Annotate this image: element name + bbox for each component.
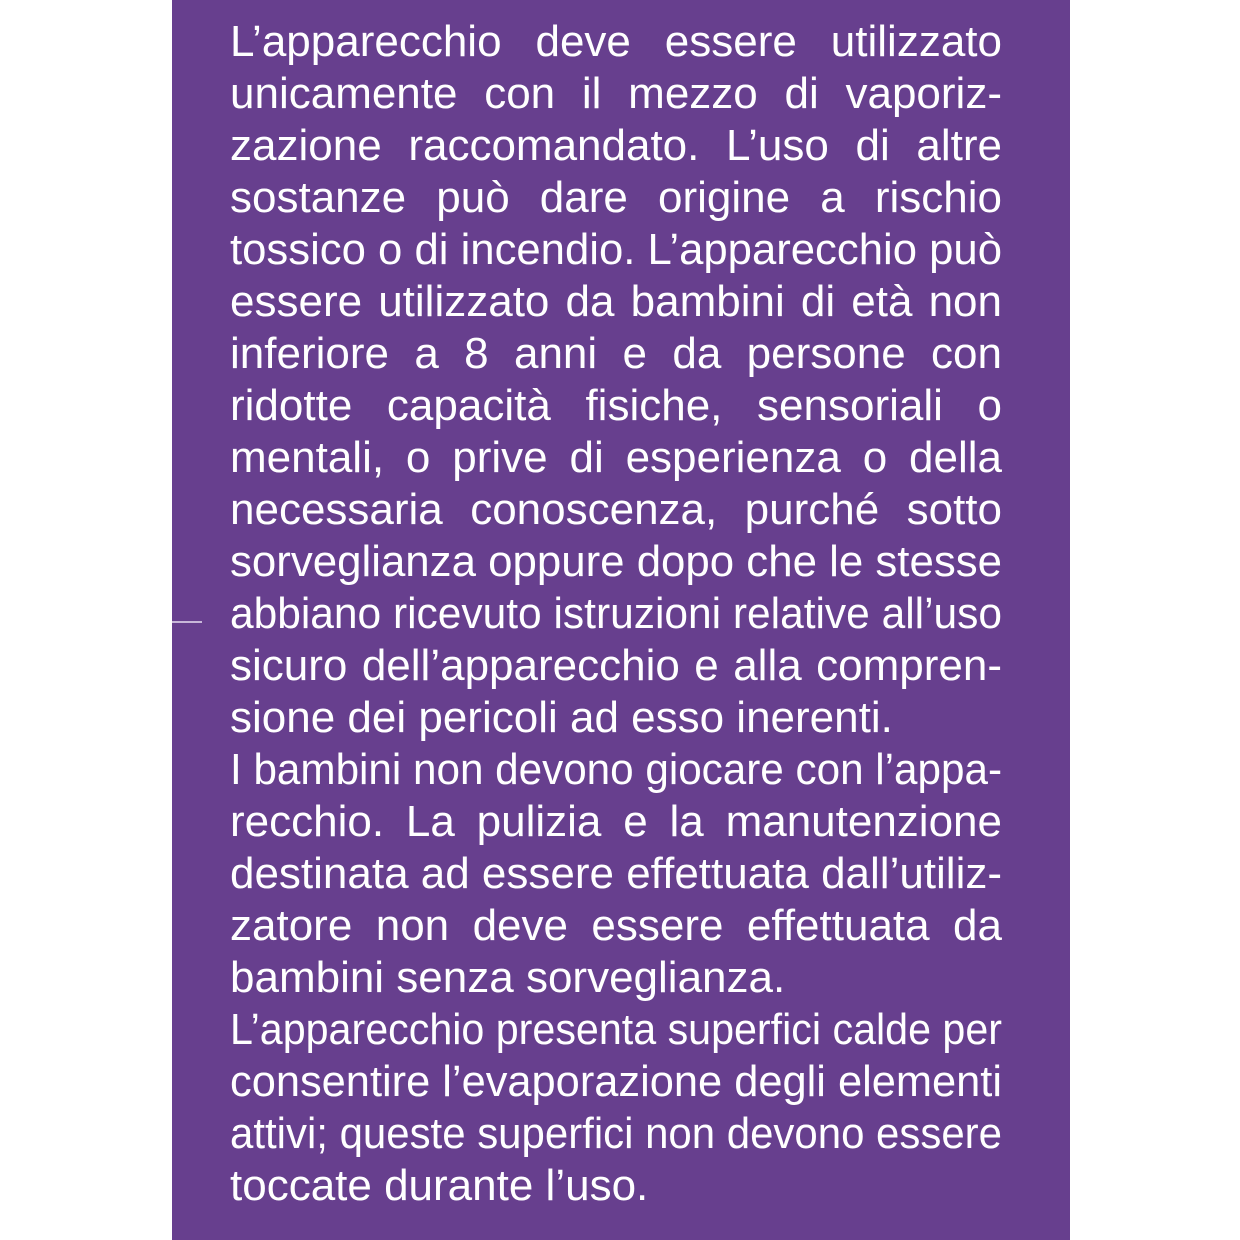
paragraph-hot-surfaces [230, 1004, 1002, 1212]
text-line: attivi; queste superfici non devono essere [230, 1109, 1002, 1158]
text-line: zatore non deve essere effettuata da [230, 901, 1002, 950]
text-line: toccate durante l’uso. [230, 1161, 649, 1210]
paragraph-device-use [230, 16, 1002, 744]
text-line: sorveglianza oppure dopo che le stesse [230, 537, 1002, 586]
text-line: recchio. La pulizia e la manutenzione [230, 797, 1002, 846]
paragraph-children [230, 744, 1002, 1004]
text-line: zazione raccomandato. L’uso di altre [230, 121, 1002, 170]
text-line: sostanze può dare origine a rischio [230, 173, 1002, 222]
text-line: bambini senza sorveglianza. [230, 953, 786, 1002]
text-line: inferiore a 8 anni e da persone con [230, 329, 1002, 378]
text-line: mentali, o prive di esperienza o della [230, 433, 1002, 482]
text-line: sicuro dell’apparecchio e alla compren- [230, 641, 1002, 690]
text-line: abbiano ricevuto istruzioni relative all’uso [230, 589, 1002, 638]
text-line: destinata ad essere effettuata dall’utiliz- [230, 849, 1002, 898]
text-line: I bambini non devono giocare con l’appa- [230, 745, 1002, 794]
text-line: consentire l’evaporazione degli elementi [230, 1057, 1002, 1106]
tick-mark [172, 621, 202, 623]
text-line: L’apparecchio presenta superfici calde per [230, 1005, 1002, 1054]
text-line: tossico o di incendio. L’apparecchio può [230, 225, 1002, 274]
text-line: unicamente con il mezzo di vaporiz- [230, 69, 1002, 118]
text-line: necessaria conoscenza, purché sotto [230, 485, 1002, 534]
text-line: ridotte capacità fisiche, sensoriali o [230, 381, 1002, 430]
text-line: L’apparecchio deve essere utilizzato [230, 17, 1002, 66]
text-line: essere utilizzato da bambini di età non [230, 277, 1002, 326]
text-line: sione dei pericoli ad esso inerenti. [230, 693, 893, 742]
safety-text [230, 16, 1002, 1212]
